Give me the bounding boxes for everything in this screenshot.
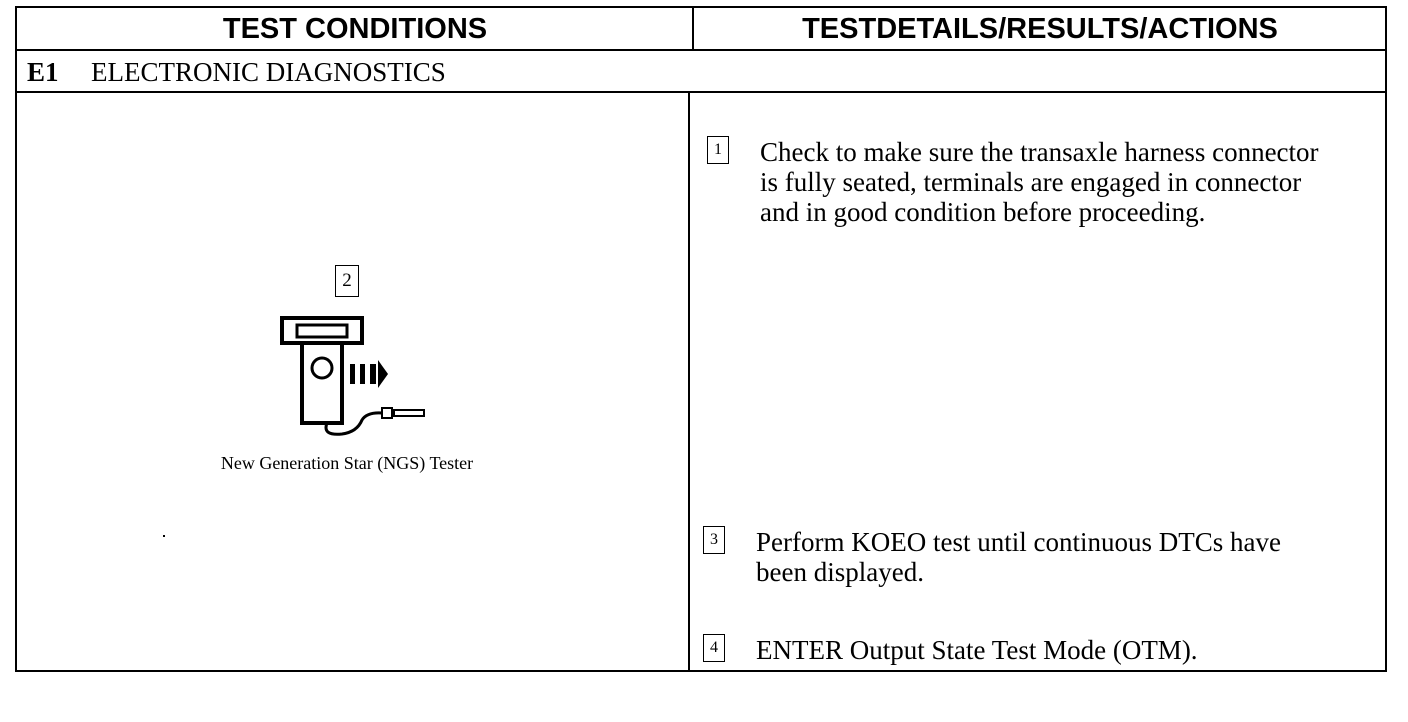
stray-mark [163, 535, 165, 537]
test-conditions-header: TEST CONDITIONS [222, 13, 488, 45]
step-text-line: Check to make sure the transaxle harness connector [760, 137, 1319, 167]
test-table [15, 6, 1387, 672]
step-number-box: 1 [707, 136, 729, 164]
step-text-line: Perform KOEO test until continuous DTCs have [756, 527, 1281, 557]
ngs-tester-icon [272, 308, 432, 438]
step-text-line: ENTER Output State Test Mode (OTM). [756, 635, 1198, 665]
step-number-box: 4 [703, 634, 725, 662]
tester-caption: New Generation Star (NGS) Tester [220, 453, 474, 473]
section-code: E1 [27, 56, 59, 87]
test-details-header: TESTDETAILS/RESULTS/ACTIONS [802, 13, 1278, 45]
body-column-divider [688, 93, 690, 670]
step-text-line: and in good condition before proceeding. [760, 197, 1206, 227]
section-title: ELECTRONIC DIAGNOSTICS [91, 56, 446, 87]
step-text-line: is fully seated, terminals are engaged in connector [760, 167, 1302, 197]
tester-step-number: 2 [335, 265, 359, 297]
step-number-box: 3 [703, 526, 725, 554]
step-text-line: been displayed. [756, 557, 924, 587]
section-divider [17, 91, 1385, 93]
section-row [27, 51, 446, 93]
